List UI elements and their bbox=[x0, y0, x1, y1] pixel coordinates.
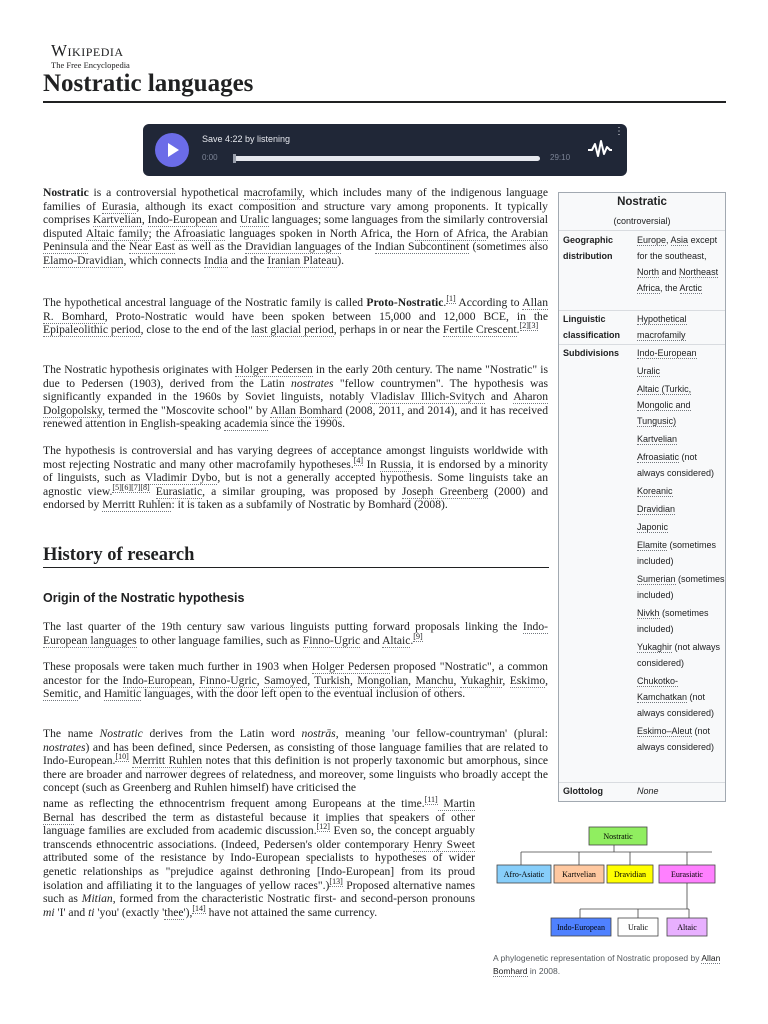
citation-14[interactable]: [14] bbox=[192, 903, 206, 913]
link-india[interactable]: India bbox=[203, 253, 228, 267]
link-martin-bernal[interactable]: Martin Bernal bbox=[43, 797, 475, 824]
link-epipaleolithic[interactable]: Epipaleolithic period bbox=[43, 323, 141, 337]
citation-11[interactable]: [11] bbox=[424, 795, 438, 805]
wikipedia-wordmark: Wikipedia bbox=[51, 41, 124, 60]
subdivision-item: Nivkh (sometimes included) bbox=[637, 608, 709, 634]
link-russia[interactable]: Russia bbox=[379, 457, 411, 471]
subdivision-item: Afroasiatic (not always considered) bbox=[637, 452, 715, 478]
citation-13[interactable]: [13] bbox=[329, 876, 343, 886]
subdivision-link[interactable]: Dravidian bbox=[637, 504, 676, 514]
subdivision-link[interactable]: Koreanic bbox=[637, 486, 673, 496]
link-merritt-ruhlen[interactable]: Merritt Ruhlen bbox=[102, 498, 172, 512]
soundwave-icon[interactable] bbox=[587, 138, 613, 160]
infobox-label-classification: Linguistic classification bbox=[563, 314, 621, 340]
link-northeast-africa[interactable]: Northeast Africa bbox=[637, 267, 719, 293]
paragraph-name-etymology: The name Nostratic derives from the Latin word nostrās, meaning 'our fellow-countryman' (plural: nostrates) and has been defined, since Pedersen, as consisting of those language families that are related to Indo-European.[10] Merritt Ruhlen notes that this definition is not properly taxonomic but amorphous, since there are broader and narrower degrees of relatedness, and moreover, some linguists who broadly accept the concept (such as Greenberg and Ruhlen himself) have criticised the bbox=[43, 727, 549, 795]
wikipedia-tagline: The Free Encyclopedia bbox=[51, 60, 130, 70]
subdivision-item: Yukaghir (not always considered) bbox=[637, 642, 721, 668]
subdivision-link[interactable]: Altaic (Turkic, Mongolic and Tungusic) bbox=[637, 384, 692, 426]
link-altaic-family[interactable]: Altaic family bbox=[85, 226, 149, 240]
citation-1[interactable]: [1] bbox=[446, 294, 456, 304]
link-eurasia[interactable]: Eurasia bbox=[101, 199, 137, 213]
link-europe[interactable]: Europe bbox=[637, 235, 667, 245]
link-last-glacial-period[interactable]: last glacial period bbox=[251, 323, 334, 337]
page-title: Nostratic languages bbox=[43, 70, 254, 97]
link-vladimir-dybo[interactable]: Vladimir Dybo bbox=[144, 471, 218, 485]
link-turkish[interactable]: Turkish bbox=[314, 673, 350, 687]
infobox-value-geographic: Europe, Asia except for the southeast, North and Northeast Africa, the Arctic bbox=[637, 235, 719, 293]
link-arabian-peninsula[interactable]: Arabian Peninsula bbox=[43, 226, 549, 254]
link-yukaghir[interactable]: Yukaghir bbox=[460, 673, 503, 687]
infobox-title: Nostratic bbox=[617, 196, 667, 208]
citation-10[interactable]: [10] bbox=[115, 752, 129, 762]
link-hypothetical-macrofamily[interactable]: Hypothetical macrofamily bbox=[637, 314, 687, 340]
play-icon bbox=[168, 143, 179, 157]
citation-5-8[interactable]: [5][6][7][8] bbox=[112, 482, 150, 492]
subdivision-item bbox=[637, 381, 725, 429]
wikipedia-logo[interactable] bbox=[51, 42, 130, 70]
subdivision-link[interactable]: Uralic bbox=[637, 366, 661, 376]
link-iranian-plateau[interactable]: Iranian Plateau bbox=[267, 253, 338, 267]
link-indian-subcontinent[interactable]: Indian Subcontinent bbox=[375, 240, 470, 254]
link-finno-ugric[interactable]: Finno-Ugric bbox=[302, 633, 361, 647]
subdivision-item bbox=[637, 501, 725, 517]
link-henry-sweet[interactable]: Henry Sweet bbox=[413, 837, 475, 851]
link-allan-bomhard-caption[interactable]: Allan Bomhard bbox=[493, 953, 721, 976]
subdivision-link[interactable]: Elamite bbox=[637, 540, 668, 550]
link-arctic[interactable]: Arctic bbox=[679, 283, 703, 293]
link-illich-svitych[interactable]: Vladislav Illich-Svitych bbox=[370, 390, 485, 404]
subdivision-link[interactable]: Sumerian bbox=[637, 574, 676, 584]
audio-label: Save 4:22 by listening bbox=[202, 134, 291, 144]
infobox-value-glottolog: None bbox=[637, 786, 659, 796]
audio-duration: 29:10 bbox=[550, 153, 571, 162]
link-north-africa[interactable]: North bbox=[637, 267, 660, 277]
subdivision-item: Elamite (sometimes included) bbox=[637, 540, 717, 566]
link-dravidian-languages[interactable]: Dravidian languages bbox=[245, 240, 342, 254]
subsection-heading-origin: Origin of the Nostratic hypothesis bbox=[43, 591, 245, 605]
link-horn-of-africa[interactable]: Horn of Africa bbox=[415, 226, 486, 240]
title-divider bbox=[43, 101, 726, 103]
citation-4[interactable]: [4] bbox=[353, 455, 364, 465]
link-merritt-ruhlen-2[interactable]: Merritt Ruhlen bbox=[132, 754, 203, 768]
link-afroasiatic[interactable]: Afroasiatic bbox=[173, 226, 226, 240]
link-altaic[interactable]: Altaic bbox=[382, 633, 411, 647]
paragraph-ethnocentrism: name as reflecting the ethnocentrism frequent among Europeans at the time.[11] Martin Bernal has described the term as distasteful because it implies that speakers of other language families are excluded from academic discussion.[12] Even so, the concept arguably transcends ethnocentric associations. (Indeed, Pedersen's older contemporary Henry Sweet attributed some of the resistance by Indo-European specialists to hypotheses of wider genetic relationships as "prejudice against dethroning [Indo-European] from its proud isolation and affiliating it to the languages of yellow races".)[13] Proposed alternative names such as Mitian, formed from the characteristic Nostratic first- and second-person pronouns mi 'I' and ti 'you' (exactly 'thee'),[14] have not attained the same currency. bbox=[43, 795, 476, 919]
subdivision-item bbox=[637, 483, 725, 499]
infobox-subdivision-list bbox=[637, 345, 725, 757]
infobox-value-classification bbox=[637, 311, 725, 343]
section-heading-history: History of research bbox=[43, 545, 195, 565]
paragraph-origins: The Nostratic hypothesis originates with Holger Pedersen in the early 20th century. The name "Nostratic" is due to Pedersen (1903), derived from the Latin nostrates "fellow countrymen". The hypothesis was significantly expanded in the 1960s by Soviet linguists, notably Vladislav Illich-Svitych and Aharon Dolgopolsky, termed the "Moscovite school" by Allan Bomhard (2008, 2011, and 2014), and it has received renewed attention in English-speaking academia since the 1990s. bbox=[43, 363, 549, 431]
subdivision-link[interactable]: Nivkh bbox=[637, 608, 660, 618]
link-samoyed[interactable]: Samoyed bbox=[264, 673, 308, 687]
link-near-east[interactable]: Near East bbox=[129, 240, 175, 254]
subdivision-item bbox=[637, 431, 725, 447]
link-thee[interactable]: thee bbox=[164, 905, 184, 919]
link-mongolian[interactable]: Mongolian bbox=[357, 673, 409, 687]
infobox-label-geographic: Geographic distribution bbox=[563, 235, 614, 261]
diagram-caption: A phylogenetic representation of Nostratic proposed by Allan Bomhard in 2008. bbox=[493, 953, 721, 976]
subdivision-item bbox=[637, 363, 725, 379]
link-macrofamily[interactable]: macrofamily bbox=[243, 186, 303, 199]
link-elamo-dravidian[interactable]: Elamo-Dravidian bbox=[43, 253, 124, 267]
node-altaic-label: Altaic bbox=[677, 923, 697, 932]
subdivision-item: Chukotko-Kamchatkan (not always considered) bbox=[637, 676, 715, 718]
link-holger-pedersen[interactable]: Holger Pedersen bbox=[235, 363, 313, 376]
link-joseph-greenberg[interactable]: Joseph Greenberg bbox=[401, 484, 489, 498]
node-dravidian-label: Dravidian bbox=[614, 870, 646, 879]
subdivision-link[interactable]: Eskimo–Aleut bbox=[637, 726, 693, 736]
paragraph-controversy: The hypothesis is controversial and has varying degrees of acceptance amongst linguists worldwide with most rejecting Nostratic and many other macrofamily hypotheses.[4] In Russia, it is endorsed by a minority of linguists, such as Vladimir Dybo, but is not a generally accepted hypothesis. Some linguists take an agnostic view.[5][6][7][8] Eurasiatic, a similar grouping, was proposed by Joseph Greenberg (2000) and endorsed by Merritt Ruhlen: it is taken as a subfamily of Nostratic by Bomhard (2008). bbox=[43, 444, 549, 512]
subdivision-link[interactable]: Kartvelian bbox=[637, 434, 678, 444]
citation-9[interactable]: [9] bbox=[413, 631, 423, 641]
link-indo-european-languages[interactable]: Indo-European languages bbox=[43, 620, 548, 647]
subdivision-link[interactable]: Chukotko-Kamchatkan bbox=[637, 676, 688, 702]
subdivision-item bbox=[637, 519, 725, 535]
link-semitic[interactable]: Semitic bbox=[43, 687, 79, 701]
link-kartvelian[interactable]: Kartvelian bbox=[92, 213, 142, 227]
link-hamitic[interactable]: Hamitic bbox=[103, 687, 142, 701]
term-nostratic: Nostratic bbox=[43, 186, 89, 199]
link-holger-pedersen-2[interactable]: Holger Pedersen bbox=[311, 660, 390, 673]
link-asia[interactable]: Asia bbox=[670, 235, 689, 245]
link-dolgopolsky[interactable]: Aharon Dolgopolsky bbox=[43, 390, 548, 417]
node-root-label: Nostratic bbox=[603, 832, 633, 841]
subdivision-item bbox=[637, 345, 725, 361]
link-fertile-crescent[interactable]: Fertile Crescent bbox=[442, 323, 517, 337]
infobox-subtitle: (controversial) bbox=[613, 216, 671, 226]
link-allan-r-bomhard[interactable]: Allan R. Bomhard bbox=[43, 296, 548, 323]
audio-player bbox=[143, 124, 627, 176]
link-allan-bomhard[interactable]: Allan Bomhard bbox=[270, 403, 343, 417]
audio-progress-handle[interactable] bbox=[233, 154, 236, 163]
paragraph-1903-proposal: These proposals were taken much further in 1903 when Holger Pedersen proposed "Nostratic", a common ancestor for the Indo-European, Finno-Ugric, Samoyed, Turkish, Mongolian, Manchu, Yukaghir, Eskimo, Semitic, and Hamitic languages, with the door left open to the eventual inclusion of others. bbox=[43, 660, 549, 701]
audio-current-time: 0:00 bbox=[202, 153, 218, 162]
infobox-label-glottolog: Glottolog bbox=[563, 786, 603, 796]
node-kartvelian-label: Kartvelian bbox=[562, 870, 596, 879]
subdivision-link[interactable]: Afroasiatic bbox=[637, 452, 680, 462]
subdivision-link[interactable]: Japonic bbox=[637, 522, 669, 532]
paragraph-19th-century: The last quarter of the 19th century saw various linguists putting forward proposals linking the Indo-European languages to other language families, such as Finno-Ugric and Altaic.[9] bbox=[43, 620, 548, 647]
subdivision-item: Eskimo–Aleut (not always considered) bbox=[637, 726, 715, 752]
citation-2-3[interactable]: [2][3] bbox=[519, 321, 539, 331]
node-indo-european-label: Indo-European bbox=[557, 923, 605, 932]
node-eurasiatic-label: Eurasiatic bbox=[671, 870, 703, 879]
paragraph-proto-nostratic: The hypothetical ancestral language of the Nostratic family is called Proto-Nostratic.[1] According to Allan R. Bomhard, Proto-Nostratic would have been spoken between 15,000 and 12,000 BCE, in the Epipaleolithic period, close to the end of the last glacial period, perhaps in or near the Fertile Crescent.[2][3] bbox=[43, 294, 548, 337]
phylogenetic-diagram bbox=[493, 816, 726, 947]
infobox-label-subdivisions: Subdivisions bbox=[563, 348, 620, 358]
play-button[interactable] bbox=[155, 133, 189, 167]
link-finno-ugric-2[interactable]: Finno-Ugric bbox=[199, 673, 257, 687]
node-uralic-label: Uralic bbox=[628, 923, 648, 932]
more-options-icon[interactable]: ⋮ bbox=[614, 126, 624, 137]
link-academia[interactable]: academia bbox=[223, 417, 268, 431]
infobox-divider bbox=[559, 230, 725, 231]
link-indo-european-2[interactable]: Indo-European bbox=[122, 673, 193, 687]
subdivision-item: Sumerian (sometimes included) bbox=[637, 574, 725, 600]
section-divider bbox=[43, 567, 549, 568]
audio-progress-track[interactable] bbox=[234, 156, 540, 161]
link-eurasiatic[interactable]: Eurasiatic bbox=[155, 484, 203, 498]
paragraph-intro: Nostratic is a controversial hypothetical macrofamily, which includes many of the indigenous language families of Eurasia, although its exact composition and structure vary among proponents. It typically comprises Kartvelian, Indo-European and Uralic languages; some languages from the similarly controversial disputed Altaic family; the Afroasiatic languages spoken in North Africa, the Horn of Africa, the Arabian Peninsula and the Near East as well as the Dravidian languages of the Indian Subcontinent (sometimes also Elamo-Dravidian, which connects India and the Iranian Plateau). bbox=[43, 186, 549, 267]
link-uralic[interactable]: Uralic bbox=[239, 213, 269, 227]
link-eskimo[interactable]: Eskimo bbox=[509, 673, 546, 687]
subdivision-link[interactable]: Yukaghir bbox=[637, 642, 673, 652]
citation-12[interactable]: [12] bbox=[316, 822, 330, 832]
node-afro-asiatic-label: Afro-Asiatic bbox=[503, 870, 545, 879]
infobox bbox=[558, 192, 726, 802]
link-indo-european[interactable]: Indo-European bbox=[147, 213, 218, 227]
link-manchu[interactable]: Manchu bbox=[415, 673, 454, 687]
subdivision-link[interactable]: Indo-European bbox=[637, 348, 697, 358]
